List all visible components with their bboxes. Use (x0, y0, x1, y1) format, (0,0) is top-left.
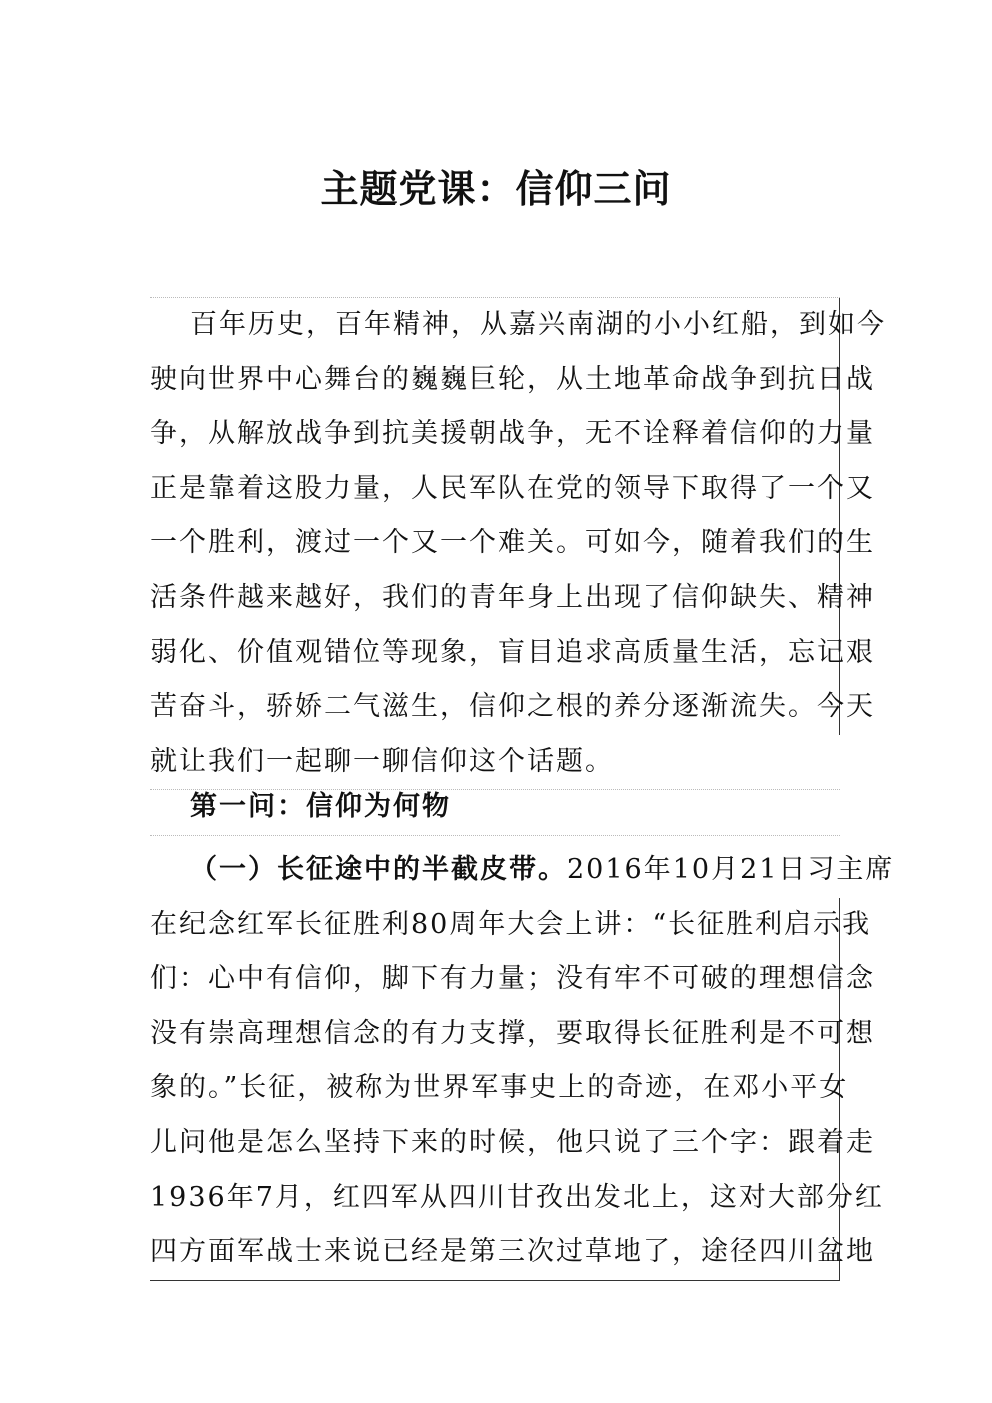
subsection-heading: （一）长征途中的半截皮带。 (190, 854, 567, 885)
paragraph-line: 没有崇高理想信念的有力支撑，要取得长征胜利是不可想 (150, 1007, 840, 1062)
intro-paragraph (150, 297, 886, 790)
paragraph-line: 争，从解放战争到抗美援朝战争，无不诠释着信仰的力量 (150, 407, 840, 462)
paragraph-line: 在纪念红军长征胜利80周年大会上讲：“长征胜利启示我 (150, 898, 840, 953)
paragraph-line: 们：心中有信仰，脚下有力量；没有牢不可破的理想信念 (150, 952, 840, 1007)
paragraph-line: 驶向世界中心舞台的巍巍巨轮，从土地革命战争到抗日战 (150, 353, 840, 408)
paragraph-line: 象的。”长征，被称为世界军事史上的奇迹，在邓小平女 (150, 1061, 840, 1116)
paragraph-line: 1936年7月，红四军从四川甘孜出发北上，这对大部分红 (150, 1171, 840, 1226)
paragraph-line: 一个胜利，渡过一个又一个难关。可如今，随着我们的生 (150, 516, 840, 571)
section-heading-block (150, 780, 840, 836)
paragraph-line: 百年历史，百年精神，从嘉兴南湖的小小红船，到如今 (150, 298, 840, 353)
paragraph-line: 苦奋斗，骄娇二气滋生，信仰之根的养分逐渐流失。今天 (150, 680, 840, 735)
paragraph-line (150, 843, 895, 898)
subsection-first-line-text: 2016年10月21日习主席 (567, 854, 895, 885)
paragraph-line: 四方面军战士来说已经是第三次过草地了，途径四川盆地 (150, 1225, 840, 1280)
paragraph-line: 就让我们一起聊一聊信仰这个话题。 (150, 745, 614, 777)
document-title: 主题党课：信仰三问 (320, 166, 672, 211)
paragraph-line: 活条件越来越好，我们的青年身上出现了信仰缺失、精神 (150, 571, 840, 626)
paragraph-line: 弱化、价值观错位等现象，盲目追求高质量生活，忘记艰 (150, 626, 840, 681)
subsection-paragraph (150, 843, 895, 1281)
paragraph-line: 儿问他是怎么坚持下来的时候，他只说了三个字：跟着走 (150, 1116, 840, 1171)
section-heading: 第一问：信仰为何物 (190, 791, 451, 822)
paragraph-line: 正是靠着这股力量，人民军队在党的领导下取得了一个又 (150, 462, 840, 517)
